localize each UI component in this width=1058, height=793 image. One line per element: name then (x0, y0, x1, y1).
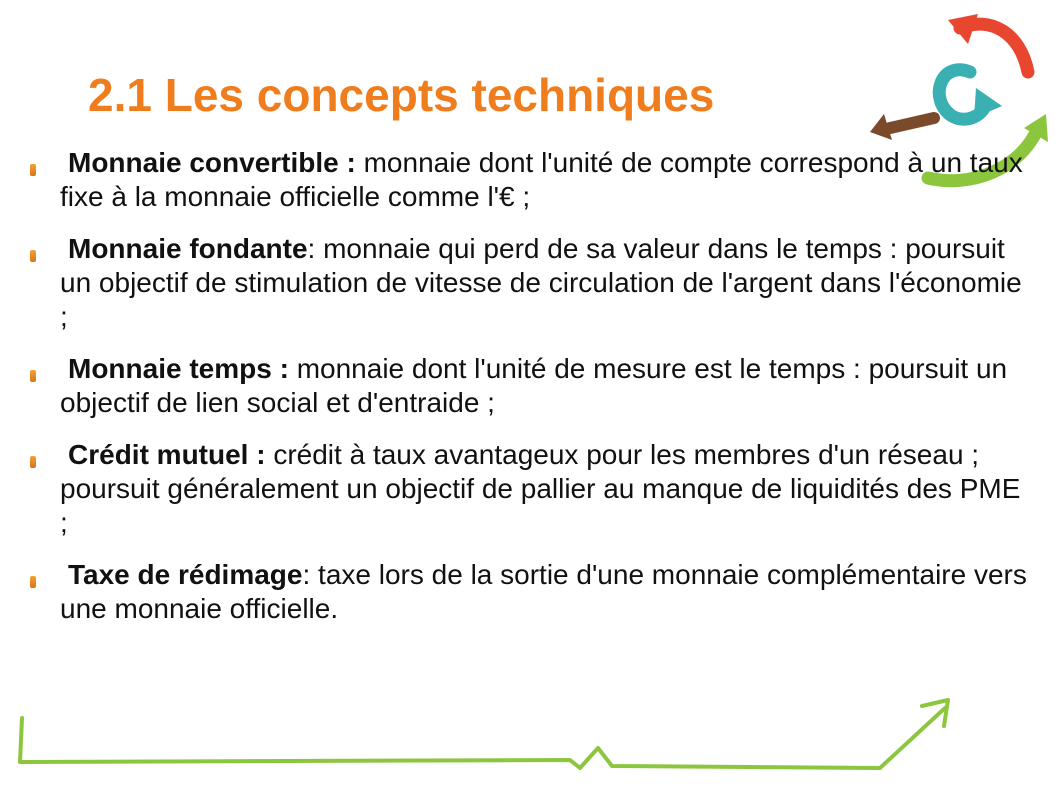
brown-arrow-icon (890, 118, 934, 128)
bullet-term: Monnaie temps : (68, 353, 289, 384)
bullet-item (30, 232, 1030, 334)
bullet-text: : taxe lors de la sortie d'une monnaie complémentaire vers une monnaie officielle. (60, 559, 1027, 624)
bullet-icon (30, 370, 36, 382)
decorative-line-arrow-icon (0, 690, 1058, 793)
bullet-text: crédit à taux avantageux pour les membres d'un réseau ; poursuit généralement un objectif de pallier au manque de liquidités des PME ; (60, 439, 1021, 538)
bullet-text: monnaie dont l'unité de mesure est le temps : poursuit un objectif de lien social et d'entraide ; (60, 353, 1008, 418)
bullet-item (30, 146, 1030, 214)
bullet-term: Crédit mutuel : (68, 439, 266, 470)
bullet-term: Monnaie convertible : (68, 147, 356, 178)
bullet-term: Taxe de rédimage (68, 559, 303, 590)
bullet-item (30, 438, 1030, 540)
bullet-term: Monnaie fondante (68, 233, 308, 264)
bullet-item (30, 352, 1030, 420)
bullet-icon (30, 250, 36, 262)
bullet-item (30, 558, 1030, 626)
bullet-icon (30, 164, 36, 176)
slide-title: 2.1 Les concepts techniques (88, 69, 715, 121)
bullet-text: monnaie dont l'unité de compte correspond à un taux fixe à la monnaie officielle comme l'€ ; (60, 147, 1023, 212)
bullet-icon (30, 456, 36, 468)
green-line-icon (20, 708, 945, 768)
bullet-text: : monnaie qui perd de sa valeur dans le temps : poursuit un objectif de stimulation de vitesse de circulation de l'argent dans l'économie ; (60, 233, 1022, 332)
green-line-arrow-head-icon (922, 700, 948, 726)
bullet-icon (30, 576, 36, 588)
bullet-list (30, 146, 1030, 644)
